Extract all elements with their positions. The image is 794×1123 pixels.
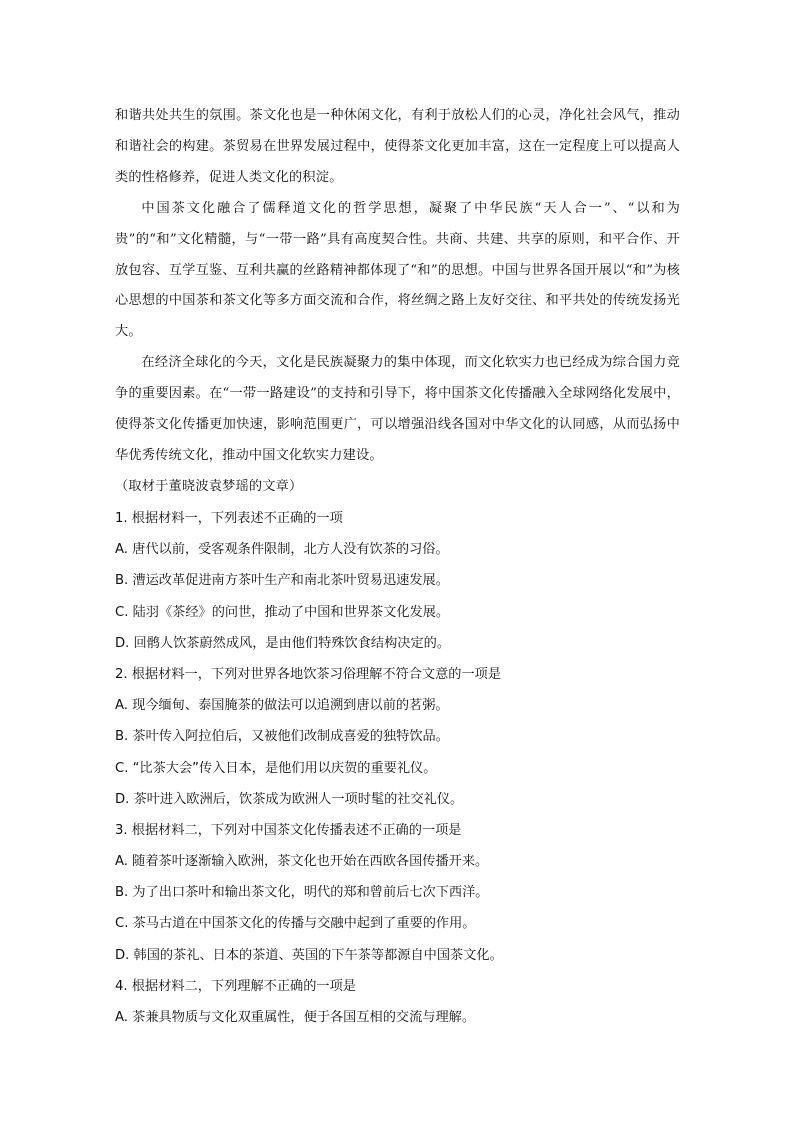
option-b: B. 茶叶传入阿拉伯后，又被他们改制成喜爱的独特饮品。 xyxy=(115,729,449,745)
option-c: C. 茶马古道在中国茶文化的传播与交融中起到了重要的作用。 xyxy=(115,916,476,932)
option-d: D. 回鹘人饮茶蔚然成风，是由他们特殊饮食结构决定的。 xyxy=(115,635,451,651)
passage-paragraph: 在经济全球化的今天，文化是民族凝聚力的集中体现，而文化软实力也已经成为综合国力竞争的重要因素。在“一带一路建设”的支持和引导下，将中国茶文化传播融入全球网络化发展中，使得茶文化传播更加快速，影响范围更广，可以增强沿线各国对中华文化的认同感，从而弘扬中华优秀传统文化，推动中国文化软实力建设。 xyxy=(115,355,680,463)
option-a: A. 唐代以前，受客观条件限制，北方人没有饮茶的习俗。 xyxy=(115,542,449,558)
option-a: A. 茶兼具物质与文化双重属性，便于各国互相的交流与理解。 xyxy=(115,1010,476,1025)
question-list xyxy=(115,503,695,1033)
option-b: B. 为了出口茶叶和输出茶文化，明代的郑和曾前后七次下西洋。 xyxy=(115,885,489,901)
question-stem: 2. 根据材料一，下列对世界各地饮茶习俗理解不符合文意的一项是 xyxy=(115,666,502,682)
passage-paragraph: 中国茶文化融合了儒释道文化的哲学思想，凝聚了中华民族“天人合一”、“以和为贵”的“和”文化精髓，与“一带一路”具有高度契合性。共商、共建、共享的原则，和平合作、开放包容、互学互鉴、互利共赢的丝路精神都体现了“和”的思想。中国与世界各国开展以“和”为核心思想的中国茶和茶文化等多方面交流和合作，将丝绸之路上友好交往、和平共处的传统发扬光大。 xyxy=(115,200,680,340)
option-d: D. 韩国的茶礼、日本的茶道、英国的下午茶等都源自中国茶文化。 xyxy=(115,947,503,963)
source-citation: （取材于董晓波袁梦瑶的文章） xyxy=(115,478,303,494)
option-b: B. 漕运改革促进南方茶叶生产和南北茶叶贸易迅速发展。 xyxy=(115,573,449,589)
passage-paragraph: 和谐共处共生的氛围。茶文化也是一种休闲文化，有利于放松人们的心灵，净化社会风气，推动和谐社会的构建。茶贸易在世界发展过程中，使得茶文化更加丰富，这在一定程度上可以提高人类的性格修养，促进人类文化的积淀。 xyxy=(115,108,680,185)
question-stem: 3. 根据材料二，下列对中国茶文化传播表述不正确的一项是 xyxy=(115,822,462,838)
reading-passage xyxy=(115,101,680,503)
option-c: C. 陆羽《茶经》的问世，推动了中国和世界茶文化发展。 xyxy=(115,604,450,620)
question-stem: 1. 根据材料一，下列表述不正确的一项 xyxy=(115,511,343,526)
option-d: D. 茶叶进入欧洲后，饮茶成为欧洲人一项时髦的社交礼仪。 xyxy=(115,791,464,807)
option-a: A. 随着茶叶逐渐输入欧洲，茶文化也开始在西欧各国传播开来。 xyxy=(115,854,489,870)
option-c: C. “比茶大会”传入日本，是他们用以庆贺的重要礼仪。 xyxy=(115,760,437,776)
question-stem: 4. 根据材料二，下列理解不正确的一项是 xyxy=(115,978,356,994)
option-a: A. 现今缅甸、泰国腌茶的做法可以追溯到唐以前的茗粥。 xyxy=(115,698,449,714)
